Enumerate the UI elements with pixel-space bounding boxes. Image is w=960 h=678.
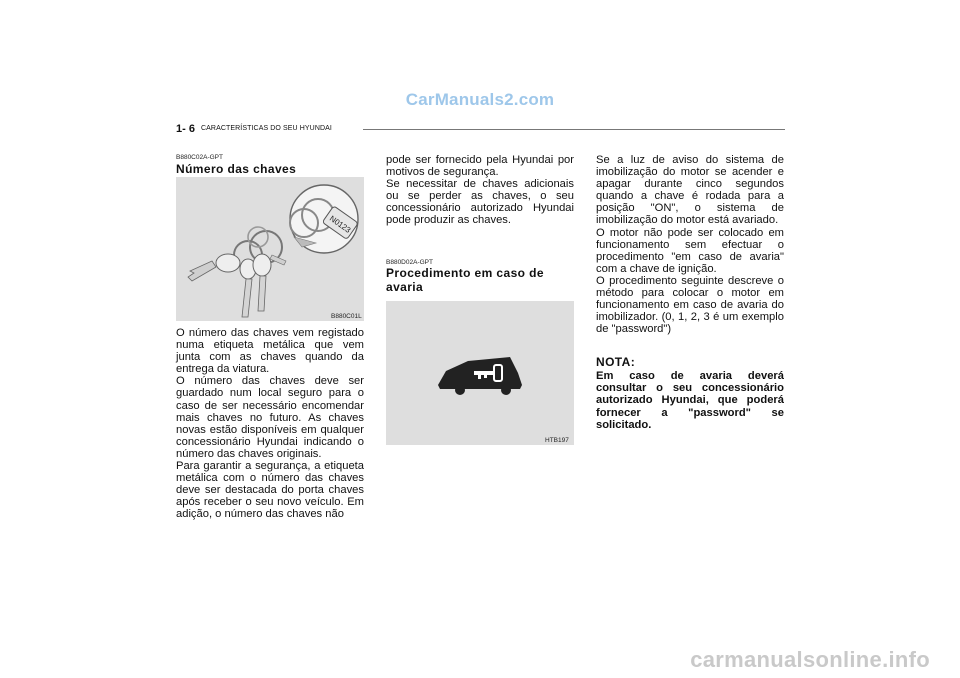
key-tag-text: N0123 xyxy=(327,213,353,235)
paragraph: Para garantir a segurança, a etiqueta metálica com o número das chaves deve ser destacada do porta chaves após receber o seu novo veículo. Em adição, o número das chaves não xyxy=(176,460,364,521)
paragraph: O número das chaves vem registado numa etiqueta metálica que vem junta com as chaves quando da entrega da viatura. xyxy=(176,327,364,376)
heading-key-number: Número das chaves xyxy=(176,162,297,176)
paragraph: Se necessitar de chaves adicionais ou se perder as chaves, o seu concessionário autorizado Hyundai pode produzir as chaves. xyxy=(386,178,574,227)
heading-failure-procedure: Procedimento em caso de avaria xyxy=(386,266,544,294)
section-code-failure: B880D02A-GPT xyxy=(386,259,433,266)
note-body: Em caso de avaria deverá consultar o seu concessionário autorizado Hyundai, que poderá fornecer a "password" se solicitado. xyxy=(596,370,784,431)
text-block-immobilizer xyxy=(596,154,784,335)
text-block-continued xyxy=(386,154,574,227)
paragraph: O número das chaves deve ser guardado num local seguro para o caso de ser necessário encomendar mais chaves no futuro. As chaves novas estão disponíveis em qualquer concessionário Hyundai indicando o número das chaves originais. xyxy=(176,375,364,460)
paragraph: O procedimento seguinte descreve o método para colocar o motor em funcionamento em caso de avaria do imobilizador. (0, 1, 2, 3 é um exemplo de "password") xyxy=(596,274,784,336)
paragraph: pode ser fornecido pela Hyundai por motivos de segurança. xyxy=(386,154,574,179)
figure-label-immobilizer: HTB197 xyxy=(545,437,569,444)
figure-immobilizer xyxy=(386,301,574,445)
figure-keys xyxy=(176,177,364,321)
page-number: 1- 6 xyxy=(176,123,195,135)
header-rule xyxy=(363,129,785,130)
figure-label-keys: B880C01L xyxy=(331,313,362,320)
section-code-key-number: B880C02A-GPT xyxy=(176,154,223,161)
watermark-bottom: carmanualsonline.info xyxy=(690,647,930,672)
text-block-key-number xyxy=(176,327,364,521)
car-key-icon xyxy=(386,301,574,445)
paragraph: Se a luz de aviso do sistema de imobilização do motor se acender e apagar durante cinco segundos quando a chave é rodada para a posição "ON", o sistema de imobilização do motor está avariado. xyxy=(596,154,784,227)
paragraph: O motor não pode ser colocado em funcionamento sem efectuar o procedimento "em caso de avaria" com a chave de ignição. xyxy=(596,226,784,275)
watermark-top: CarManuals2.com xyxy=(405,90,555,109)
section-title: CARACTERÍSTICAS DO SEU HYUNDAI xyxy=(201,125,332,132)
keys-illustration xyxy=(176,177,364,321)
note-title: NOTA: xyxy=(596,355,636,369)
